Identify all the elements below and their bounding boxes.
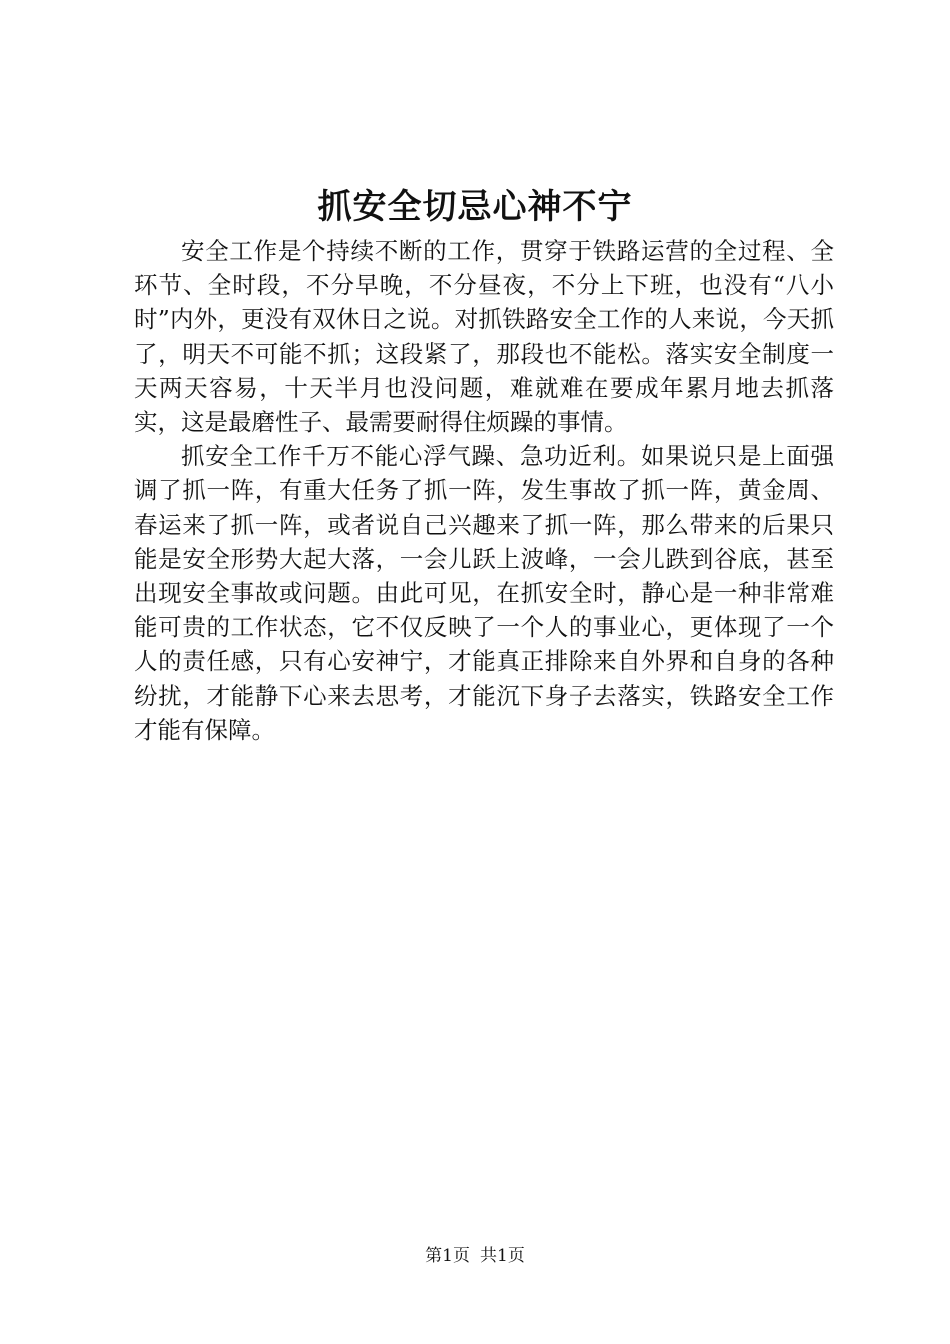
- paragraph-1: 安全工作是个持续不断的工作，贯穿于铁路运营的全过程、全环节、全时段，不分早晚，不分昼夜，不分上下班，也没有“八小时”内外，更没有双休日之说。对抓铁路安全工作的人来说，今天抓了，明天不可能不抓；这段紧了，那段也不能松。落实安全制度一天两天容易，十天半月也没问题，难就难在要成年累月地去抓落实，这是最磨性子、最需要耐得住烦躁的事情。: [134, 237, 834, 437]
- page-total: 共1页: [480, 1246, 525, 1266]
- document-title: 抓安全切忌心神不宁: [317, 187, 633, 227]
- paragraph-2: 抓安全工作千万不能心浮气躁、急功近利。如果说只是上面强调了抓一阵，有重大任务了抓一阵，发生事故了抓一阵，黄金周、春运来了抓一阵，或者说自己兴趣来了抓一阵，那么带来的后果只能是安全形势大起大落，一会儿跃上波峰，一会儿跌到谷底，甚至出现安全事故或问题。由此可见，在抓安全时，静心是一种非常难能可贵的工作状态，它不仅反映了一个人的事业心，更体现了一个人的责任感，只有心安神宁，才能真正排除来自外界和自身的各种纷扰，才能静下心来去思考，才能沉下身子去落实，铁路安全工作才能有保障。: [134, 442, 834, 744]
- page-footer: [0, 1244, 950, 1268]
- document-body: [134, 234, 834, 747]
- page-number: 第1页: [425, 1246, 470, 1266]
